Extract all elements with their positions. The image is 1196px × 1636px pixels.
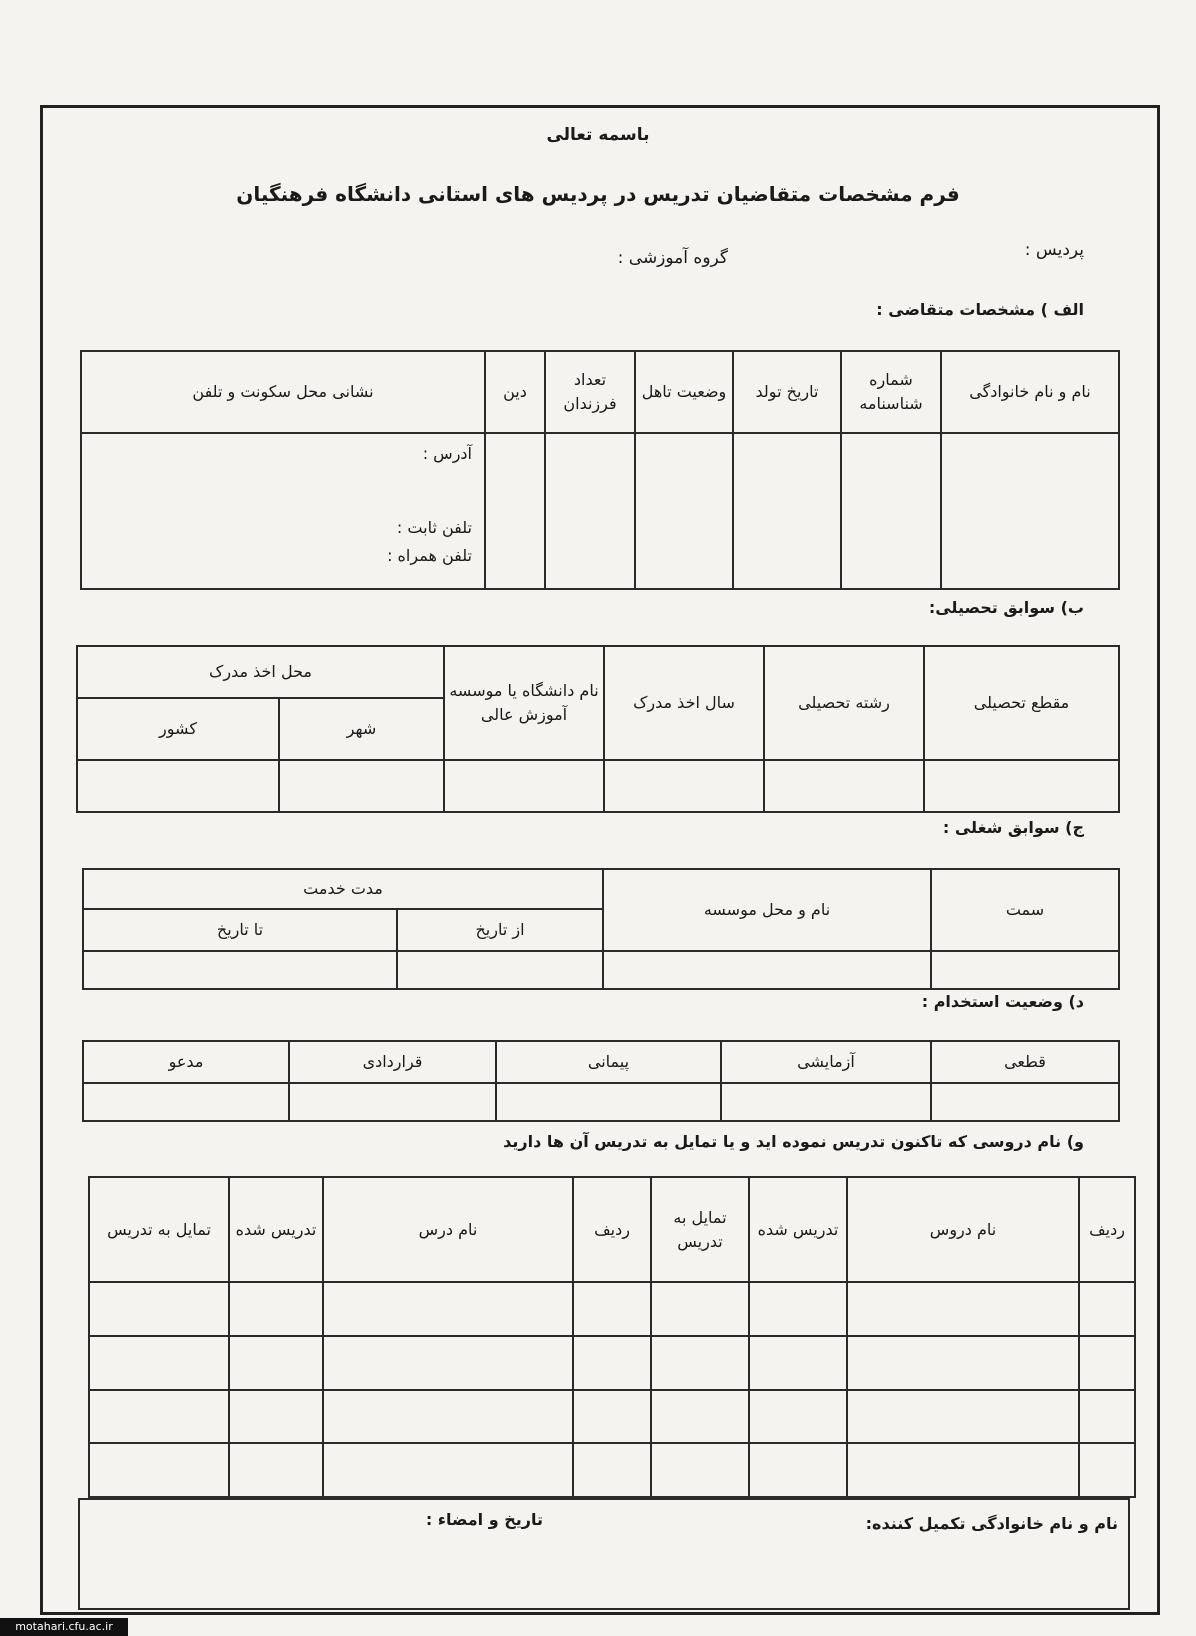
header-institution: نام و محل موسسه xyxy=(603,869,931,951)
table-cell[interactable] xyxy=(229,1390,323,1444)
cell-field[interactable] xyxy=(764,760,924,812)
table-cell[interactable] xyxy=(847,1336,1079,1390)
campus-field[interactable]: پردیس : xyxy=(1024,240,1084,260)
cell-grad-year[interactable] xyxy=(604,760,764,812)
cell-degree[interactable] xyxy=(924,760,1119,812)
cell-marital-status[interactable] xyxy=(635,433,733,589)
header-to-date: تا تاریخ xyxy=(83,909,397,951)
table-row xyxy=(89,1390,1135,1444)
table-cell[interactable] xyxy=(651,1443,749,1497)
table-cell[interactable] xyxy=(573,1443,651,1497)
header-interest-left: تمایل به تدریس xyxy=(89,1177,229,1282)
employment-table xyxy=(82,868,1120,990)
footer-badge: motahari.cfu.ac.ir xyxy=(0,1618,128,1636)
phone-label: تلفن ثابت : xyxy=(396,518,472,537)
cell-id-number[interactable] xyxy=(841,433,941,589)
table-cell[interactable] xyxy=(89,1390,229,1444)
department-field[interactable]: گروه آموزشی : xyxy=(617,248,728,268)
header-courses-right: نام دروس xyxy=(847,1177,1079,1282)
cell-name[interactable] xyxy=(941,433,1119,589)
cell-children[interactable] xyxy=(545,433,635,589)
option-probationary: آزمایشی xyxy=(721,1041,931,1083)
header-service-period: مدت خدمت xyxy=(83,869,603,909)
section-b-heading: ب) سوابق تحصیلی: xyxy=(928,598,1084,617)
header-row-right: ردیف xyxy=(1079,1177,1135,1282)
header-birth-date: تاریخ تولد xyxy=(733,351,841,433)
cell-address[interactable] xyxy=(81,433,485,589)
table-cell[interactable] xyxy=(573,1336,651,1390)
table-cell[interactable] xyxy=(229,1336,323,1390)
cell-religion[interactable] xyxy=(485,433,545,589)
date-signature-label: تاریخ و امضاء : xyxy=(425,1510,543,1529)
header-position: سمت xyxy=(931,869,1119,951)
check-contract[interactable] xyxy=(289,1083,496,1121)
table-cell[interactable] xyxy=(847,1443,1079,1497)
table-cell[interactable] xyxy=(323,1336,573,1390)
option-permanent: قطعی xyxy=(931,1041,1119,1083)
table-cell[interactable] xyxy=(89,1336,229,1390)
header-degree: مقطع تحصیلی xyxy=(924,646,1119,760)
signature-box[interactable] xyxy=(78,1498,1130,1610)
header-city: شهر xyxy=(279,698,444,760)
check-probationary[interactable] xyxy=(721,1083,931,1121)
check-permanent[interactable] xyxy=(931,1083,1119,1121)
table-row xyxy=(89,1336,1135,1390)
bismillah: باسمه تعالی xyxy=(546,125,650,145)
table-cell[interactable] xyxy=(573,1282,651,1336)
table-cell[interactable] xyxy=(749,1443,847,1497)
table-cell[interactable] xyxy=(651,1336,749,1390)
cell-position[interactable] xyxy=(931,951,1119,989)
table-cell[interactable] xyxy=(749,1390,847,1444)
table-cell[interactable] xyxy=(573,1390,651,1444)
header-country: کشور xyxy=(77,698,279,760)
header-row-left: ردیف xyxy=(573,1177,651,1282)
table-cell[interactable] xyxy=(1079,1336,1135,1390)
header-address: نشانی محل سکونت و تلفن xyxy=(81,351,485,433)
section-d-heading: د) وضعیت استخدام : xyxy=(921,992,1084,1011)
table-cell[interactable] xyxy=(749,1282,847,1336)
address-label: آدرس : xyxy=(422,444,472,463)
cell-institution[interactable] xyxy=(603,951,931,989)
table-cell[interactable] xyxy=(229,1282,323,1336)
header-religion: دین xyxy=(485,351,545,433)
courses-table xyxy=(88,1176,1136,1498)
header-name: نام و نام خانوادگی xyxy=(941,351,1119,433)
header-marital-status: وضعیت تاهل xyxy=(635,351,733,433)
header-university: نام دانشگاه یا موسسه آموزش عالی xyxy=(444,646,604,760)
applicant-table xyxy=(80,350,1120,590)
header-field: رشته تحصیلی xyxy=(764,646,924,760)
cell-from-date[interactable] xyxy=(397,951,603,989)
mobile-label: تلفن همراه : xyxy=(387,546,472,565)
check-fixed-term[interactable] xyxy=(496,1083,721,1121)
table-cell[interactable] xyxy=(1079,1390,1135,1444)
header-taught-right: تدریس شده xyxy=(749,1177,847,1282)
cell-birth-date[interactable] xyxy=(733,433,841,589)
option-invited: مدعو xyxy=(83,1041,289,1083)
education-table xyxy=(76,645,1120,813)
employment-status-table xyxy=(82,1040,1120,1122)
header-course-left: نام درس xyxy=(323,1177,573,1282)
section-c-heading: ج) سوابق شغلی : xyxy=(942,818,1084,837)
table-cell[interactable] xyxy=(89,1443,229,1497)
table-cell[interactable] xyxy=(323,1443,573,1497)
table-row xyxy=(89,1443,1135,1497)
cell-university[interactable] xyxy=(444,760,604,812)
header-degree-location: محل اخذ مدرک xyxy=(77,646,444,698)
header-children: تعداد فرزندان xyxy=(545,351,635,433)
table-cell[interactable] xyxy=(229,1443,323,1497)
check-invited[interactable] xyxy=(83,1083,289,1121)
table-cell[interactable] xyxy=(89,1282,229,1336)
table-cell[interactable] xyxy=(323,1390,573,1444)
table-cell[interactable] xyxy=(651,1390,749,1444)
cell-country[interactable] xyxy=(77,760,279,812)
section-a-heading: الف ) مشخصات متقاضی : xyxy=(876,300,1084,319)
table-cell[interactable] xyxy=(1079,1443,1135,1497)
table-cell[interactable] xyxy=(847,1390,1079,1444)
table-row xyxy=(89,1282,1135,1336)
option-fixed-term: پیمانی xyxy=(496,1041,721,1083)
table-cell[interactable] xyxy=(651,1282,749,1336)
table-cell[interactable] xyxy=(749,1336,847,1390)
header-taught-left: تدریس شده xyxy=(229,1177,323,1282)
page-title: فرم مشخصات متقاضیان تدریس در پردیس های استانی دانشگاه فرهنگیان xyxy=(236,182,960,206)
option-contract: قراردادی xyxy=(289,1041,496,1083)
header-grad-year: سال اخذ مدرک xyxy=(604,646,764,760)
header-id-number: شماره شناسنامه xyxy=(841,351,941,433)
header-from-date: از تاریخ xyxy=(397,909,603,951)
table-cell[interactable] xyxy=(323,1282,573,1336)
header-interest-right: تمایل به تدریس xyxy=(651,1177,749,1282)
cell-city[interactable] xyxy=(279,760,444,812)
table-cell[interactable] xyxy=(847,1282,1079,1336)
cell-to-date[interactable] xyxy=(83,951,397,989)
table-cell[interactable] xyxy=(1079,1282,1135,1336)
section-e-heading: و) نام دروسی که تاکنون تدریس نموده اید و یا تمایل به تدریس آن ها دارید xyxy=(503,1132,1084,1151)
filler-name-label: نام و نام خانوادگی تکمیل کننده: xyxy=(865,1514,1118,1533)
